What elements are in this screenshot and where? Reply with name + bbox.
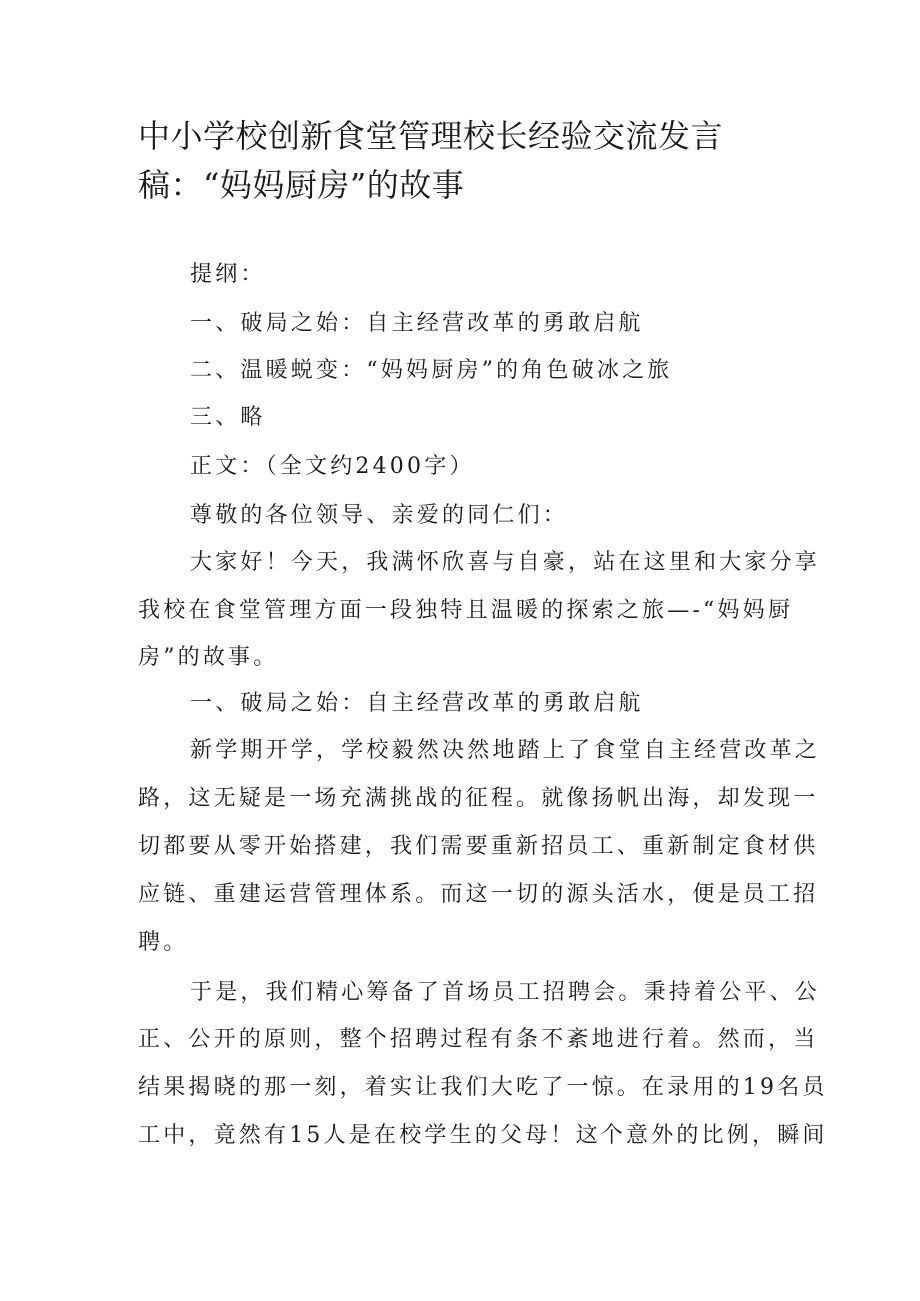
- paragraph-3-line-4: 工中，竟然有15人是在校学生的父母！这个意外的比例，瞬间: [138, 1123, 828, 1148]
- outline-item-2: 二、温暖蜕变：“妈妈厨房”的角色破冰之旅: [190, 358, 673, 383]
- outline-item-3: 三、略: [190, 405, 266, 430]
- body-label: 正文：（全文约2400字）: [190, 454, 475, 479]
- paragraph-3-line-3: 结果揭晓的那一刻，着实让我们大吃了一惊。在录用的19名员: [138, 1075, 828, 1100]
- paragraph-1-line-1: 大家好！今天，我满怀欣喜与自豪，站在这里和大家分享: [190, 550, 821, 575]
- document-title: [138, 112, 778, 210]
- paragraph-2-line-2: 路，这无疑是一场充满挑战的征程。就像扬帆出海，却发现一: [138, 786, 819, 811]
- paragraph-2-line-4: 应链、重建运营管理体系。而这一切的源头活水，便是员工招: [138, 882, 819, 907]
- paragraph-3-line-2: 正、公开的原则，整个招聘过程有条不紊地进行着。然而，当: [138, 1027, 819, 1052]
- section-1-heading: 一、破局之始：自主经营改革的勇敢启航: [190, 691, 644, 716]
- paragraph-2-line-5: 聘。: [138, 930, 189, 955]
- outline-heading: 提纲：: [190, 262, 266, 287]
- paragraph-1-line-3: 房”的故事。: [138, 645, 279, 670]
- salutation: 尊敬的各位领导、亲爱的同仁们：: [190, 503, 569, 528]
- outline-item-1: 一、破局之始：自主经营改革的勇敢启航: [190, 311, 644, 336]
- paragraph-3-line-1: 于是，我们精心筹备了首场员工招聘会。秉持着公平、公: [190, 980, 821, 1005]
- paragraph-2-line-1: 新学期开学，学校毅然决然地踏上了食堂自主经营改革之: [190, 738, 821, 763]
- paragraph-1-line-2: 我校在食堂管理方面一段独特且温暖的探索之旅—-“妈妈厨: [138, 598, 794, 623]
- paragraph-2-line-3: 切都要从零开始搭建，我们需要重新招员工、重新制定食材供: [138, 834, 819, 859]
- title-line-1: 中小学校创新食堂管理校长经验交流发言: [138, 117, 724, 155]
- title-line-2: 稿：“妈妈厨房”的故事: [138, 166, 465, 204]
